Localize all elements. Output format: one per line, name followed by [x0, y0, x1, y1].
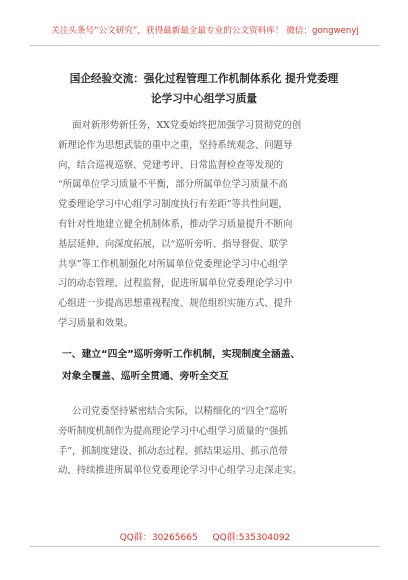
title-line: 国企经验交流：强化过程管理工作机制体系化 提升党委理 — [69, 73, 339, 85]
paragraph-line: 习的动态管理、过程监督，促进所属单位党委理论学习中 — [58, 278, 293, 290]
paragraph-line: 旁听制度机制作为提高理论学习中心组学习质量的“强抓 — [58, 425, 288, 437]
paragraph-line: 面对新形势新任务，XX党委始终把加强学习贯彻党的创 — [72, 120, 302, 131]
paragraph-line: 学习质量和效果。 — [58, 317, 134, 329]
footer-qq-group-1: QQ群：30265665 — [119, 533, 198, 543]
paragraph-line: 心组进一步提高思想重视程度、规范组织实施方式、提升 — [58, 298, 293, 310]
paragraph-line: 公司党委坚持紧密结合实际，以精细化的“四全”巡听 — [72, 406, 288, 417]
footer-banner — [30, 530, 380, 543]
paragraph-line: 动，持续推进所属单位党委理论学习中心组学习走深走实。 — [58, 465, 302, 477]
paragraph-line: 手”，抓制度建设、抓动态过程、抓结果运用、抓示范带 — [58, 445, 288, 457]
section-heading-1 — [62, 344, 362, 388]
header-banner: 关注头条号“公文研究”，获得最新最全最专业的公文资料库！ 微信：gongwenyj — [51, 26, 359, 36]
paragraph-line: 向，结合巡视巡察、党建考评、日常监督检查等发现的 — [58, 159, 284, 171]
paragraph-line: 基层延伸、向深度拓展，以“巡听旁听、指导督促、联学 — [58, 238, 288, 250]
paragraph-intro — [58, 116, 358, 334]
paragraph-line: 共享”等工作机制强化对所属单位党委理论学习中心组学 — [58, 258, 288, 270]
paragraph-line: 党委理论学习中心组学习制度执行有差距”等共性问题， — [58, 199, 288, 211]
title-line: 论学习中心组学习质量 — [151, 93, 257, 105]
heading-line: 对象全覆盖、巡听全贯通、旁听全交互 — [62, 371, 229, 382]
header-divider — [30, 45, 380, 46]
paragraph-section-1 — [58, 402, 358, 481]
paragraph-line: 新理论作为思想武装的重中之重，坚持系统观念、问题导 — [58, 139, 293, 151]
paragraph-line: 有针对性地建立健全机制体系，推动学习质量提升不断向 — [58, 218, 293, 230]
document-title — [36, 69, 372, 109]
heading-line: 一、建立“四全”巡听旁听工作机制，实现制度全涵盖、 — [62, 349, 301, 360]
footer-divider — [30, 546, 380, 547]
footer-qq-group-2: QQ群:535304092 — [212, 533, 291, 543]
paragraph-line: “所属单位学习质量不平衡，部分所属单位学习质量不高 — [58, 179, 288, 191]
